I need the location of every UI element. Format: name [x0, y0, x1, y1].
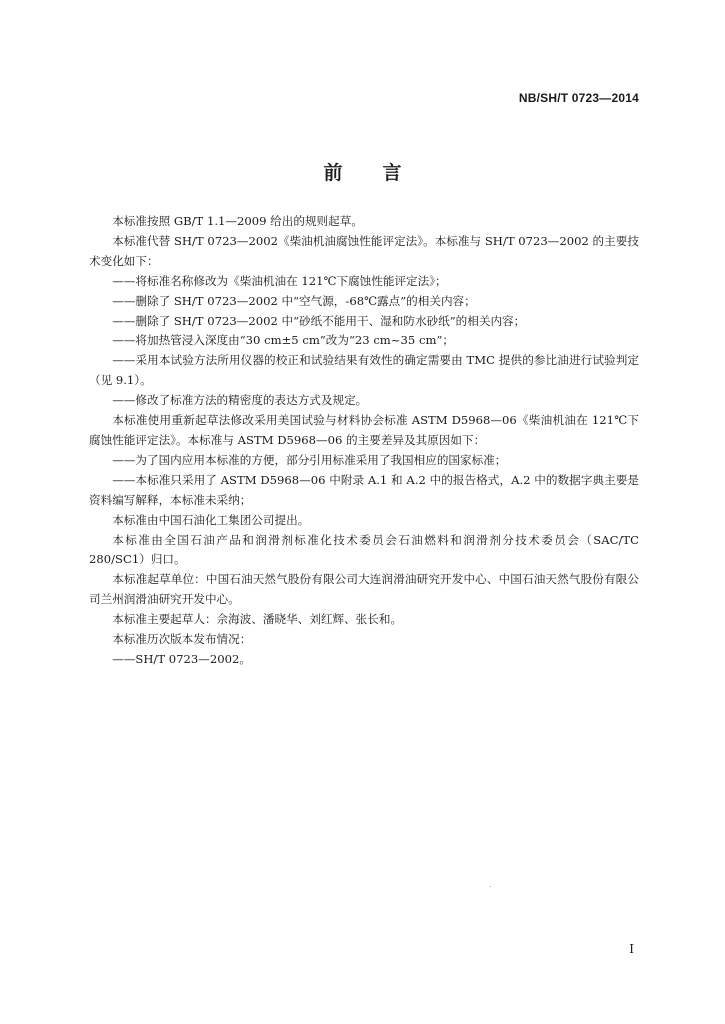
scan-speck [490, 886, 491, 887]
change-item-immersion-depth: ——将加热管浸入深度由“30 cm±5 cm”改为“23 cm~35 cm”； [112, 333, 454, 348]
paragraph-drafting-rules: 本标准按照 GB/T 1.1—2009 给出的规则起草。 [112, 214, 363, 228]
change-item-title: ——将标准名称修改为《柴油机油在 121℃下腐蚀性能评定法》； [112, 273, 447, 288]
paragraph-drafting-units: 本标准起草单位：中国石油天然气股份有限公司大连润滑油研究开发中心、中国石油天然气股份有限公司兰州润滑油研究开发中心。 [89, 572, 639, 607]
change-item-reference-oil: ——采用本试验方法所用仪器的校正和试验结果有效性的确定需要由 TMC 提供的参比油进行试验判定（见 9.1）。 [89, 353, 639, 388]
change-item-precision: ——修改了标准方法的精密度的表达方式及规定。 [112, 393, 368, 408]
foreword-body [89, 212, 639, 670]
paragraph-drafters: 本标准主要起草人：佘海波、潘晓华、刘红辉、张长和。 [112, 612, 403, 627]
paragraph-modified-adoption: 本标准使用重新起草法修改采用美国试验与材料协会标准 ASTM D5968—06《柴油机油在 121℃下腐蚀性能评定法》。本标准与 ASTM D5968—06 的主要差异及其原因如下： [89, 413, 639, 447]
difference-item-report-format: ——本标准只采用了 ASTM D5968—06 中附录 A.1 和 A.2 中的报告格式，A.2 中的数据字典主要是资料编写解释，本标准未采纳； [89, 472, 639, 507]
standard-code: NB/SH/T 0723—2014 [518, 91, 639, 105]
change-item-sandpaper: ——删除了 SH/T 0723—2002 中“砂纸不能用干、湿和防水砂纸”的相关内容； [112, 313, 526, 328]
paragraph-previous-editions: 本标准历次版本发布情况： [112, 632, 252, 647]
page-title: 前言 [323, 162, 442, 184]
paragraph-proposed-by: 本标准由中国石油化工集团公司提出。 [112, 512, 310, 527]
previous-edition-item: ——SH/T 0723—2002。 [112, 651, 251, 666]
paragraph-technical-committee: 本标准由全国石油产品和润滑剂标准化技术委员会石油燃料和润滑剂分技术委员会（SAC/TC 280/SC1）归口。 [89, 532, 639, 567]
difference-item-national-standards: ——为了国内应用本标准的方便，部分引用标准采用了我国相应的国家标准； [112, 452, 507, 467]
change-item-air-source: ——删除了 SH/T 0723—2002 中“空气源，-68℃露点”的相关内容； [112, 293, 476, 308]
paragraph-replaces: 本标准代替 SH/T 0723—2002《柴油机油腐蚀性能评定法》。本标准与 SH/T 0723—2002 的主要技术变化如下： [89, 233, 639, 268]
page-number: I [629, 942, 634, 956]
